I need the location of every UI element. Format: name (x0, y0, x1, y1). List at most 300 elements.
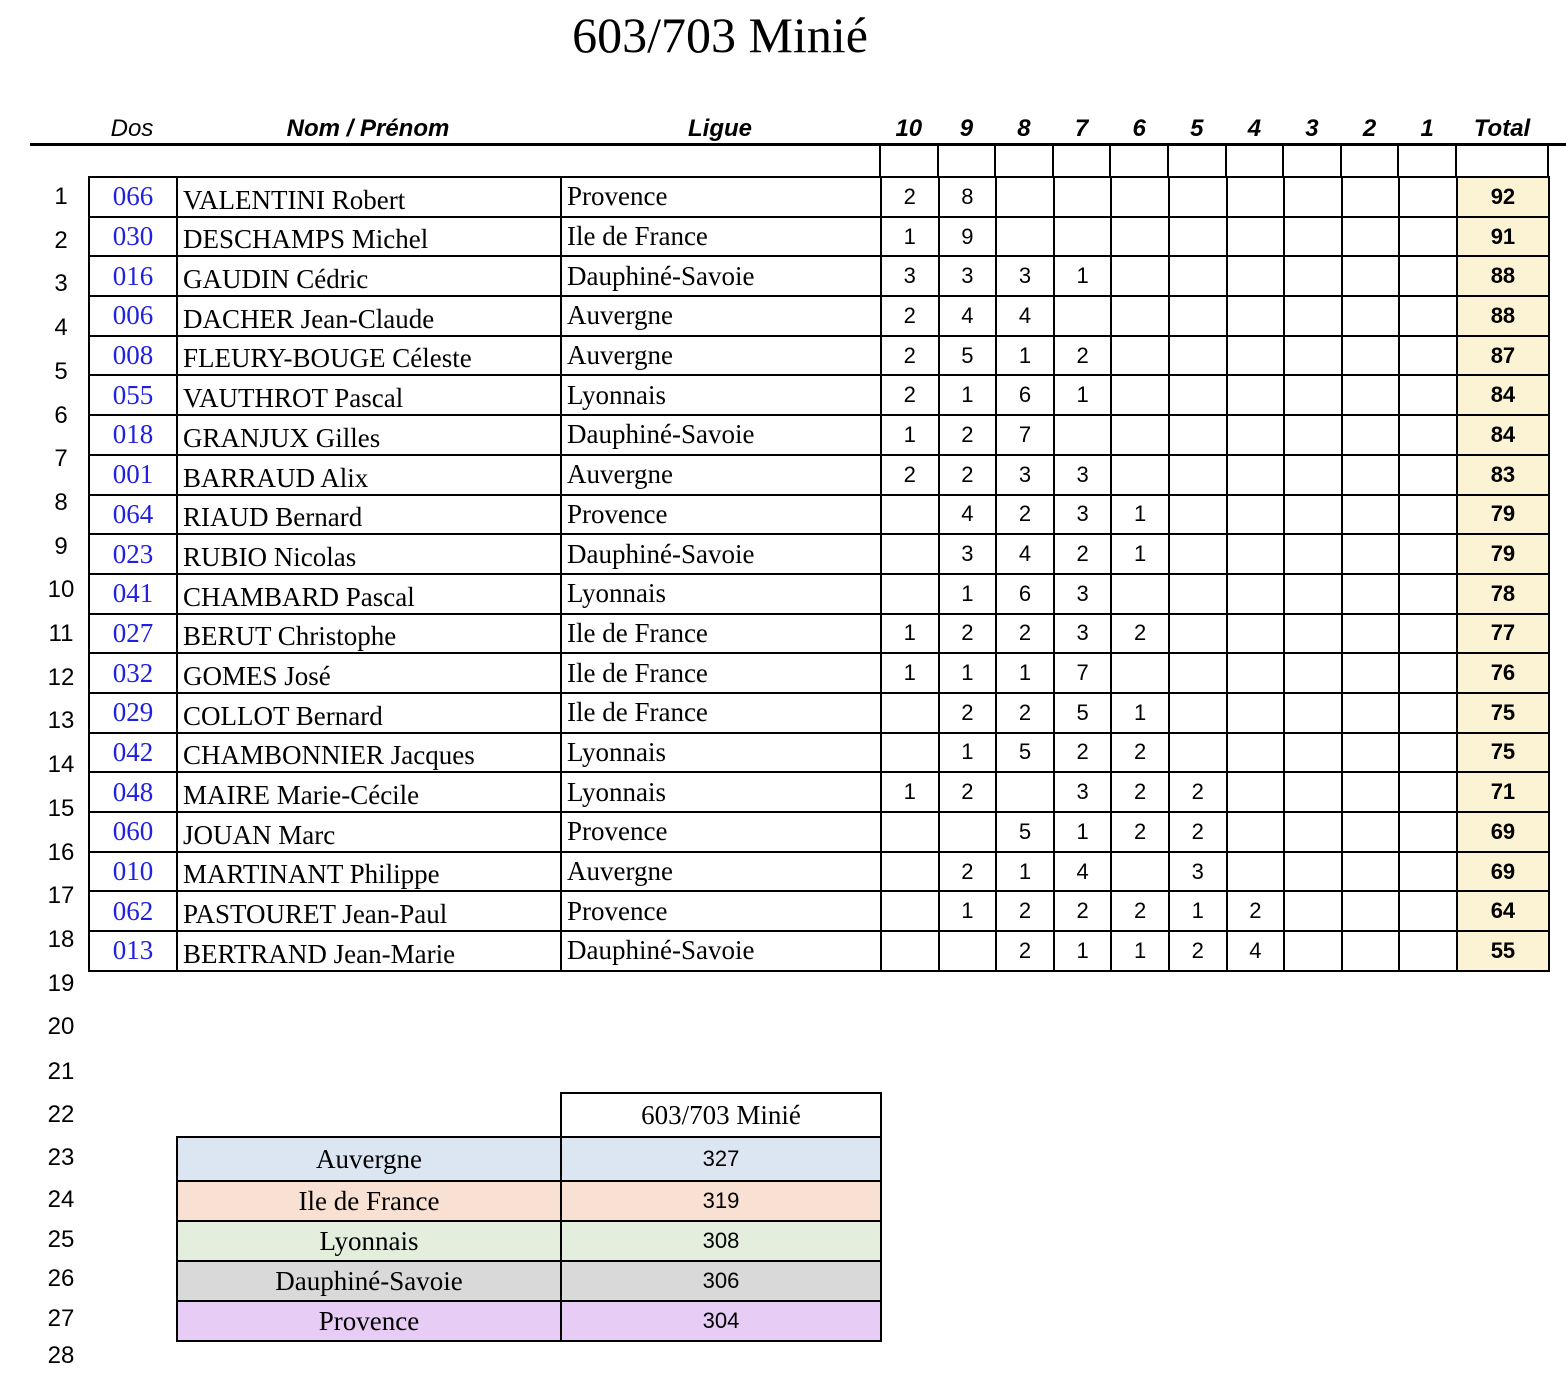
shooter-name: BARRAUD Alix (177, 455, 561, 495)
score-count-4 (1227, 217, 1285, 257)
table-row (89, 693, 1549, 733)
shooter-name: GRANJUX Gilles (177, 415, 561, 455)
league-name: Lyonnais (561, 574, 881, 614)
score-count-6 (1111, 375, 1169, 415)
bib-number: 062 (89, 891, 177, 931)
score-count-9: 8 (939, 177, 997, 217)
score-count-7 (1054, 217, 1112, 257)
total-score: 84 (1457, 415, 1549, 455)
score-count-8: 1 (996, 336, 1054, 376)
score-count-3 (1284, 614, 1342, 654)
score-count-7 (1054, 177, 1112, 217)
total-score: 84 (1457, 375, 1549, 415)
table-row (89, 336, 1549, 376)
score-count-5 (1169, 693, 1227, 733)
score-count-6 (1111, 852, 1169, 892)
table-row (89, 375, 1549, 415)
score-count-3 (1284, 931, 1342, 971)
league-name: Dauphiné-Savoie (561, 256, 881, 296)
header-score-7: 7 (1074, 115, 1089, 142)
score-count-6 (1111, 574, 1169, 614)
summary-league: Lyonnais (177, 1221, 561, 1261)
bib-number: 010 (89, 852, 177, 892)
score-count-5 (1169, 296, 1227, 336)
league-name: Auvergne (561, 336, 881, 376)
score-count-1 (1399, 177, 1457, 217)
score-count-2 (1342, 336, 1400, 376)
total-score: 75 (1457, 693, 1549, 733)
table-row (89, 217, 1549, 257)
score-count-8: 6 (996, 574, 1054, 614)
summary-row (177, 1221, 881, 1261)
shooter-name: DESCHAMPS Michel (177, 217, 561, 257)
score-count-2 (1342, 733, 1400, 773)
bib-number: 055 (89, 375, 177, 415)
total-score: 88 (1457, 296, 1549, 336)
score-count-2 (1342, 653, 1400, 693)
score-count-1 (1399, 455, 1457, 495)
summary-row (177, 1301, 881, 1341)
score-count-5 (1169, 614, 1227, 654)
score-count-9: 3 (939, 534, 997, 574)
score-count-7: 5 (1054, 693, 1112, 733)
total-score: 69 (1457, 852, 1549, 892)
league-name: Lyonnais (561, 772, 881, 812)
score-count-5 (1169, 653, 1227, 693)
header-spacer-cell (1340, 146, 1400, 176)
score-count-9: 2 (939, 415, 997, 455)
row-number: 26 (47, 1265, 75, 1292)
score-count-10: 1 (881, 653, 939, 693)
score-count-6 (1111, 256, 1169, 296)
total-score: 92 (1457, 177, 1549, 217)
league-name: Auvergne (561, 455, 881, 495)
score-count-8: 3 (996, 256, 1054, 296)
header-spacer-cell (994, 146, 1054, 176)
score-count-3 (1284, 455, 1342, 495)
league-name: Dauphiné-Savoie (561, 931, 881, 971)
row-number: 14 (47, 751, 75, 779)
score-count-10: 3 (881, 256, 939, 296)
score-count-2 (1342, 931, 1400, 971)
score-count-5 (1169, 733, 1227, 773)
score-count-9: 1 (939, 375, 997, 415)
summary-league: Provence (177, 1301, 561, 1341)
league-name: Auvergne (561, 852, 881, 892)
results-table (88, 176, 1550, 972)
score-count-8: 6 (996, 375, 1054, 415)
score-count-10: 2 (881, 336, 939, 376)
score-count-2 (1342, 534, 1400, 574)
score-count-2 (1342, 891, 1400, 931)
score-count-4 (1227, 296, 1285, 336)
bib-number: 048 (89, 772, 177, 812)
score-count-5 (1169, 495, 1227, 535)
shooter-name: DACHER Jean-Claude (177, 296, 561, 336)
score-count-1 (1399, 415, 1457, 455)
score-count-9: 2 (939, 614, 997, 654)
score-count-4 (1227, 336, 1285, 376)
score-count-9: 4 (939, 495, 997, 535)
bib-number: 030 (89, 217, 177, 257)
score-count-3 (1284, 852, 1342, 892)
table-row (89, 455, 1549, 495)
score-count-7: 2 (1054, 891, 1112, 931)
row-number: 19 (47, 969, 75, 997)
score-count-9: 2 (939, 772, 997, 812)
header-score-4: 4 (1247, 115, 1262, 142)
score-count-1 (1399, 256, 1457, 296)
summary-league: Auvergne (177, 1137, 561, 1181)
header-dos: Dos (110, 115, 154, 142)
score-count-8: 5 (996, 733, 1054, 773)
score-count-8: 2 (996, 693, 1054, 733)
score-count-4 (1227, 415, 1285, 455)
league-name: Provence (561, 495, 881, 535)
shooter-name: VALENTINI Robert (177, 177, 561, 217)
score-count-7: 3 (1054, 495, 1112, 535)
score-count-6 (1111, 217, 1169, 257)
table-row (89, 653, 1549, 693)
summary-row (177, 1137, 881, 1181)
row-number: 5 (54, 357, 68, 385)
score-count-8: 7 (996, 415, 1054, 455)
row-number: 6 (54, 401, 68, 429)
summary-header: 603/703 Minié (561, 1093, 881, 1137)
score-count-9: 2 (939, 455, 997, 495)
table-row (89, 812, 1549, 852)
table-row (89, 495, 1549, 535)
score-count-4 (1227, 375, 1285, 415)
bib-number: 016 (89, 256, 177, 296)
score-count-3 (1284, 812, 1342, 852)
score-count-4 (1227, 693, 1285, 733)
score-count-8: 5 (996, 812, 1054, 852)
header-ligue: Ligue (688, 115, 752, 142)
score-count-5: 2 (1169, 931, 1227, 971)
shooter-name: GAUDIN Cédric (177, 256, 561, 296)
bib-number: 023 (89, 534, 177, 574)
score-count-4 (1227, 812, 1285, 852)
row-number: 11 (48, 620, 74, 647)
header-spacer-cell (1052, 146, 1112, 176)
score-count-6: 2 (1111, 733, 1169, 773)
score-count-6: 1 (1111, 495, 1169, 535)
total-score: 71 (1457, 772, 1549, 812)
bib-number: 032 (89, 653, 177, 693)
score-count-8: 2 (996, 891, 1054, 931)
row-number: 4 (54, 314, 68, 342)
header-score-2: 2 (1362, 115, 1377, 142)
score-count-10: 2 (881, 177, 939, 217)
row-number: 18 (47, 925, 75, 953)
summary-total: 308 (561, 1221, 881, 1261)
league-name: Dauphiné-Savoie (561, 534, 881, 574)
score-count-7: 7 (1054, 653, 1112, 693)
score-count-4 (1227, 733, 1285, 773)
row-number: 2 (54, 226, 68, 254)
shooter-name: JOUAN Marc (177, 812, 561, 852)
score-count-3 (1284, 256, 1342, 296)
total-score: 69 (1457, 812, 1549, 852)
league-name: Dauphiné-Savoie (561, 415, 881, 455)
shooter-name: MARTINANT Philippe (177, 852, 561, 892)
shooter-name: RUBIO Nicolas (177, 534, 561, 574)
header-spacer-cell (1225, 146, 1285, 176)
row-number: 20 (47, 1013, 75, 1041)
score-count-8: 4 (996, 534, 1054, 574)
score-count-10 (881, 852, 939, 892)
score-count-5 (1169, 256, 1227, 296)
score-count-8: 1 (996, 852, 1054, 892)
row-number: 12 (47, 663, 75, 691)
shooter-name: BERTRAND Jean-Marie (177, 931, 561, 971)
score-count-9 (939, 931, 997, 971)
header-spacer-cell (1167, 146, 1227, 176)
score-count-8: 2 (996, 614, 1054, 654)
total-score: 77 (1457, 614, 1549, 654)
summary-row (177, 1181, 881, 1221)
score-count-8 (996, 217, 1054, 257)
header-score-10: 10 (895, 115, 923, 142)
score-count-5 (1169, 336, 1227, 376)
score-count-3 (1284, 177, 1342, 217)
score-count-8: 1 (996, 653, 1054, 693)
score-count-3 (1284, 653, 1342, 693)
table-row (89, 534, 1549, 574)
score-count-3 (1284, 772, 1342, 812)
league-name: Auvergne (561, 296, 881, 336)
score-count-2 (1342, 256, 1400, 296)
score-count-2 (1342, 812, 1400, 852)
bib-number: 018 (89, 415, 177, 455)
score-count-4: 4 (1227, 931, 1285, 971)
header-spacer-cell (1109, 146, 1169, 176)
total-score: 79 (1457, 534, 1549, 574)
score-count-8: 3 (996, 455, 1054, 495)
score-count-1 (1399, 574, 1457, 614)
score-count-2 (1342, 296, 1400, 336)
score-count-10: 2 (881, 296, 939, 336)
score-count-7: 3 (1054, 574, 1112, 614)
score-count-5: 3 (1169, 852, 1227, 892)
score-count-6 (1111, 653, 1169, 693)
header-score-3: 3 (1305, 115, 1319, 142)
header-nom: Nom / Prénom (286, 115, 450, 142)
league-summary-table (176, 1092, 882, 1342)
score-count-10 (881, 534, 939, 574)
score-count-1 (1399, 852, 1457, 892)
header-spacer-cell (879, 146, 939, 176)
table-row (89, 891, 1549, 931)
score-count-6 (1111, 415, 1169, 455)
score-count-1 (1399, 733, 1457, 773)
score-count-2 (1342, 455, 1400, 495)
header-spacer-cell (1455, 146, 1549, 176)
total-score: 79 (1457, 495, 1549, 535)
score-count-6: 1 (1111, 931, 1169, 971)
score-count-9: 5 (939, 336, 997, 376)
score-count-1 (1399, 534, 1457, 574)
score-count-2 (1342, 375, 1400, 415)
score-count-10 (881, 574, 939, 614)
score-count-2 (1342, 574, 1400, 614)
summary-total: 306 (561, 1261, 881, 1301)
score-count-10 (881, 693, 939, 733)
score-count-3 (1284, 534, 1342, 574)
score-count-6 (1111, 336, 1169, 376)
summary-row (177, 1261, 881, 1301)
total-score: 55 (1457, 931, 1549, 971)
row-number: 8 (54, 488, 68, 516)
score-count-10 (881, 812, 939, 852)
score-count-8: 4 (996, 296, 1054, 336)
score-count-10: 1 (881, 614, 939, 654)
score-count-1 (1399, 614, 1457, 654)
score-count-7: 2 (1054, 336, 1112, 376)
row-number: 23 (47, 1144, 75, 1171)
header-score-1: 1 (1420, 115, 1434, 142)
row-number: 9 (54, 532, 68, 560)
league-name: Ile de France (561, 217, 881, 257)
table-row (89, 614, 1549, 654)
table-row (89, 177, 1549, 217)
header-total: Total (1473, 115, 1531, 142)
score-count-6 (1111, 296, 1169, 336)
shooter-name: CHAMBONNIER Jacques (177, 733, 561, 773)
header-score-8: 8 (1017, 115, 1031, 142)
score-count-2 (1342, 217, 1400, 257)
total-score: 76 (1457, 653, 1549, 693)
row-number: 16 (47, 838, 75, 866)
header-score-6: 6 (1132, 115, 1146, 142)
score-count-2 (1342, 415, 1400, 455)
score-count-9: 9 (939, 217, 997, 257)
header-score-9: 9 (959, 115, 974, 142)
score-count-7: 3 (1054, 772, 1112, 812)
summary-total: 304 (561, 1301, 881, 1341)
score-count-7: 1 (1054, 375, 1112, 415)
score-count-9: 1 (939, 891, 997, 931)
score-count-9: 4 (939, 296, 997, 336)
row-number: 21 (47, 1058, 75, 1085)
score-count-1 (1399, 772, 1457, 812)
score-count-4 (1227, 256, 1285, 296)
score-count-9: 2 (939, 693, 997, 733)
bib-number: 066 (89, 177, 177, 217)
league-name: Lyonnais (561, 733, 881, 773)
total-score: 64 (1457, 891, 1549, 931)
score-count-10 (881, 495, 939, 535)
score-count-8 (996, 177, 1054, 217)
score-count-1 (1399, 931, 1457, 971)
score-count-10: 2 (881, 375, 939, 415)
table-row (89, 256, 1549, 296)
score-count-5: 2 (1169, 772, 1227, 812)
bib-number: 064 (89, 495, 177, 535)
header-spacer-cell (1282, 146, 1342, 176)
score-count-2 (1342, 495, 1400, 535)
bib-number: 060 (89, 812, 177, 852)
table-row (89, 574, 1549, 614)
score-count-4 (1227, 534, 1285, 574)
league-name: Ile de France (561, 653, 881, 693)
bib-number: 029 (89, 693, 177, 733)
score-count-7: 2 (1054, 733, 1112, 773)
score-count-9 (939, 812, 997, 852)
score-count-4 (1227, 177, 1285, 217)
score-count-3 (1284, 336, 1342, 376)
total-score: 83 (1457, 455, 1549, 495)
score-count-7: 1 (1054, 812, 1112, 852)
score-count-4 (1227, 852, 1285, 892)
summary-total: 319 (561, 1181, 881, 1221)
score-count-6: 2 (1111, 891, 1169, 931)
table-row (89, 296, 1549, 336)
total-score: 88 (1457, 256, 1549, 296)
table-row (89, 772, 1549, 812)
row-number: 3 (54, 270, 68, 298)
score-count-6: 2 (1111, 812, 1169, 852)
row-number: 13 (47, 707, 75, 735)
table-row (89, 733, 1549, 773)
league-name: Provence (561, 812, 881, 852)
league-name: Provence (561, 891, 881, 931)
score-count-8: 2 (996, 495, 1054, 535)
row-number: 15 (47, 794, 75, 822)
score-count-6: 1 (1111, 693, 1169, 733)
score-count-9: 1 (939, 653, 997, 693)
score-count-10 (881, 931, 939, 971)
score-count-1 (1399, 812, 1457, 852)
total-score: 87 (1457, 336, 1549, 376)
score-count-2 (1342, 693, 1400, 733)
row-number: 17 (47, 882, 75, 910)
score-count-4 (1227, 614, 1285, 654)
league-name: Ile de France (561, 693, 881, 733)
summary-blank (177, 1093, 561, 1137)
shooter-name: FLEURY-BOUGE Céleste (177, 336, 561, 376)
bib-number: 042 (89, 733, 177, 773)
summary-league: Ile de France (177, 1181, 561, 1221)
shooter-name: MAIRE Marie-Cécile (177, 772, 561, 812)
bib-number: 006 (89, 296, 177, 336)
score-count-7: 3 (1054, 455, 1112, 495)
score-count-3 (1284, 733, 1342, 773)
row-number: 22 (47, 1101, 75, 1128)
score-count-5 (1169, 534, 1227, 574)
score-count-7: 1 (1054, 256, 1112, 296)
score-count-6 (1111, 177, 1169, 217)
score-count-4: 2 (1227, 891, 1285, 931)
header-spacer-cell (937, 146, 997, 176)
row-number: 24 (47, 1186, 75, 1213)
score-count-9: 2 (939, 852, 997, 892)
score-count-5: 1 (1169, 891, 1227, 931)
bib-number: 041 (89, 574, 177, 614)
shooter-name: COLLOT Bernard (177, 693, 561, 733)
total-score: 78 (1457, 574, 1549, 614)
row-number: 27 (47, 1305, 75, 1332)
score-count-1 (1399, 693, 1457, 733)
score-count-1 (1399, 217, 1457, 257)
score-count-10 (881, 733, 939, 773)
score-count-6: 2 (1111, 614, 1169, 654)
score-count-7: 3 (1054, 614, 1112, 654)
shooter-name: GOMES José (177, 653, 561, 693)
shooter-name: PASTOURET Jean-Paul (177, 891, 561, 931)
bib-number: 001 (89, 455, 177, 495)
